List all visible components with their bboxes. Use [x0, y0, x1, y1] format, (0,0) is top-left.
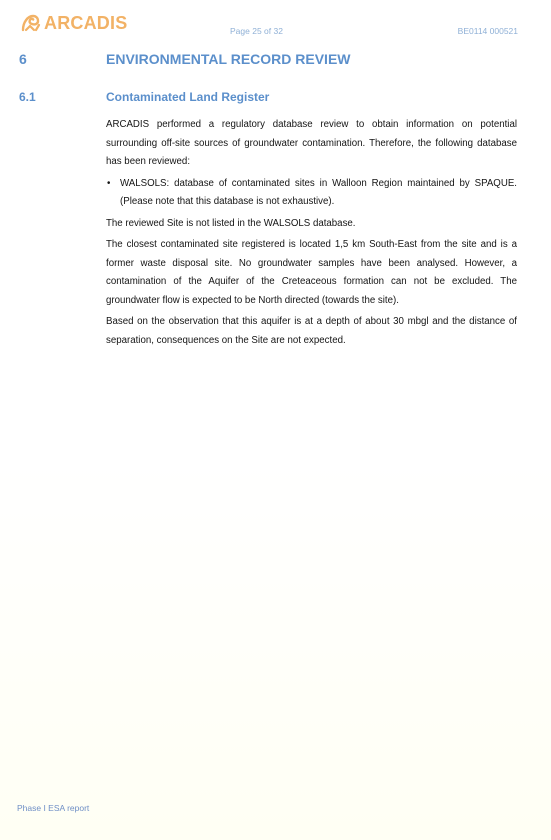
list-item-text: WALSOLS: database of contaminated sites in Walloon Region maintained by SPAQUE. (Please note that this database is not exhaustive).: [120, 177, 517, 207]
body-text: [106, 116, 517, 353]
section-title: ENVIRONMENTAL RECORD REVIEW: [106, 51, 351, 67]
logo-text: ARCADIS: [44, 13, 128, 33]
subsection-title: Contaminated Land Register: [106, 90, 270, 104]
paragraph-closest-site: The closest contaminated site registered is located 1,5 km South-East from the site and is a former waste disposal site. No groundwater samples have been analysed. However, a contamination of the Aquifer of the Creteaceous formation can not be excluded. The groundwater flow is expected to be North directed (towards the site).: [106, 239, 517, 306]
subsection-number: 6.1: [19, 90, 36, 104]
arcadis-logo: [21, 14, 127, 32]
database-list: [106, 175, 517, 212]
page-footer: Phase I ESA report: [17, 803, 90, 813]
paragraph-site-status: The reviewed Site is not listed in the WALSOLS database.: [106, 217, 356, 229]
page-header: [0, 0, 551, 44]
document-id: BE0114 000521: [457, 26, 518, 36]
bullet-icon: •: [107, 177, 111, 189]
paragraph-intro: ARCADIS performed a regulatory database review to obtain information on potential surrounding off-site sources of groundwater contamination. Therefore, the following database has been reviewed:: [106, 119, 517, 167]
list-item: [106, 175, 517, 212]
section-number: 6: [19, 51, 27, 67]
paragraph-conclusion: Based on the observation that this aquifer is at a depth of about 30 mbgl and the distance of separation, consequences on the Site are not expected.: [106, 316, 517, 346]
arcadis-logo-icon: [21, 14, 41, 32]
page-number: Page 25 of 32: [230, 26, 283, 36]
